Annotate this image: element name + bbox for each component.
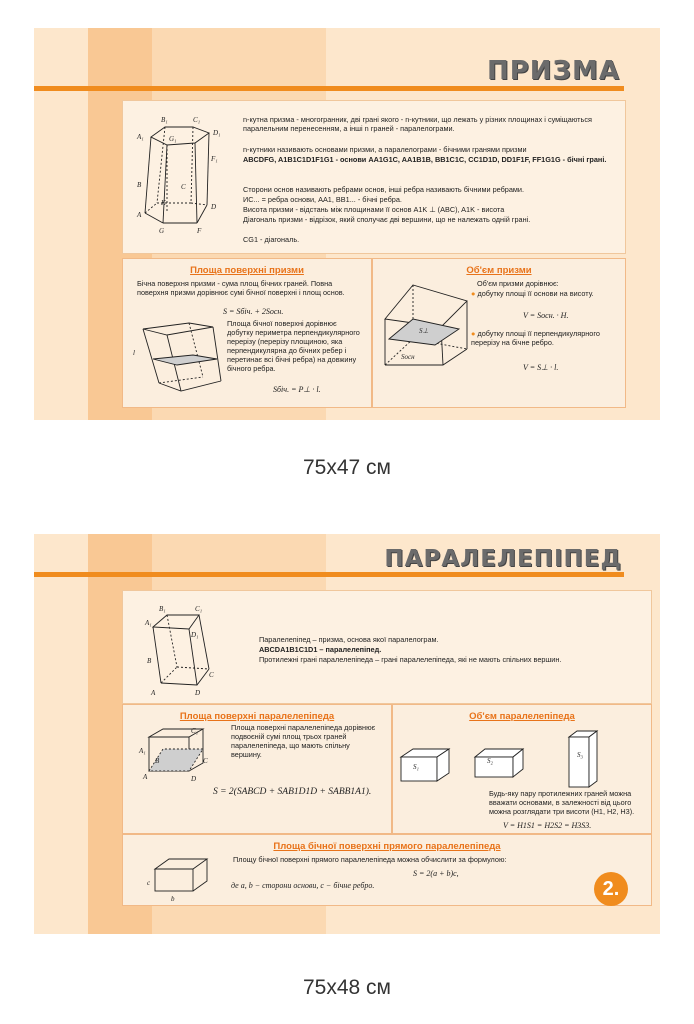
edges-line: Сторони основ називають ребрами основ, інші ребра називають бічними ребрами. (243, 185, 525, 194)
svg-text:A: A (143, 773, 148, 781)
area-formula: S = 2(SABCD + SAB1D1D + SABB1A1). (213, 787, 372, 797)
poster-title: ПАРАЛЕЛЕПІПЕД (384, 546, 622, 572)
diagonal-line: Діагональ призми - відрізок, який сполучає дві вершини, що не належать одній грані. (243, 215, 531, 224)
svg-text:B: B (147, 657, 152, 665)
area-text: Площа поверхні паралелепіпеда дорівнює подвоєній сумі площ трьох граней паралелепіпеда, що мають спільну вершину. (231, 723, 376, 759)
prism-definition: n-кутна призма - многогранник, дві грані якого - n-кутники, що лежать у різних площинах і суміщаються паралельним перенесенням, а інші n граней - паралелограми. (243, 115, 592, 133)
svg-text:D₁: D₁ (213, 129, 221, 137)
area-title: Площа поверхні паралелепіпеда (179, 711, 335, 722)
svg-text:K: K (161, 199, 166, 207)
svg-text:G₁: G₁ (169, 135, 177, 143)
volume-panel (372, 258, 626, 408)
svg-text:C: C (203, 757, 208, 765)
volume-item-1: ● добутку площі її основи на висоту. (471, 289, 594, 298)
svg-text:b: b (171, 895, 175, 903)
lateral-text: Площу бічної поверхні прямого паралелепіпеда можна обчислити за формулою: (233, 855, 507, 864)
definition-panel (122, 100, 626, 254)
svg-text:B: B (137, 181, 142, 189)
area-text-2: Площа бічної поверхні дорівнює добутку периметра перпендикулярного перерізу (перерізу площиною, яка перпендикулярна до бічних ребер і перетинає всі бічні ребра) на довжину бічного ребра. (227, 319, 360, 373)
svg-text:D: D (211, 203, 217, 211)
svg-text:A₁: A₁ (145, 619, 152, 627)
svg-text:Sосн: Sосн (401, 353, 415, 361)
svg-text:S₂: S₂ (487, 757, 493, 765)
poster-title: ПРИЗМА (486, 56, 620, 86)
volume-formula-1: V = Sосн. · H. (523, 311, 569, 320)
svg-text:A₁: A₁ (137, 133, 144, 141)
volume-item-2: ● добутку площі її перпендикулярного перерізу на бічне ребро. (471, 329, 600, 347)
lateral-formula: S = 2(a + b)c, (413, 869, 459, 878)
svg-text:S₃: S₃ (577, 751, 583, 759)
size-label-2: 75x48 см (303, 976, 391, 999)
title-rule (34, 86, 624, 91)
svg-text:F₁: F₁ (211, 155, 218, 163)
bullet-icon: ● (471, 289, 476, 298)
svg-text:S⊥: S⊥ (419, 327, 429, 335)
right-parallelepiped-icon (147, 853, 227, 903)
bases-line: n-кутники називають основами призми, а паралелограми - бічними гранями призми (243, 145, 527, 154)
svg-text:c: c (147, 879, 151, 887)
area-panel (122, 704, 392, 834)
svg-text:C: C (209, 671, 214, 679)
svg-text:B₁: B₁ (161, 116, 168, 124)
svg-text:F: F (197, 227, 202, 235)
svg-text:A₁: A₁ (139, 747, 146, 755)
edges-example: ИС... = ребра основи, AA1, BB1... - бічні ребра. (243, 195, 402, 204)
size-label-1: 75x47 см (303, 456, 391, 479)
poster-number-badge: 2. (594, 872, 628, 906)
lateral-panel (122, 834, 652, 906)
prism-figure-icon (127, 105, 237, 245)
area-formula-2: Sбіч. = P⊥ · l. (273, 385, 321, 394)
notation-line: ABCDFG, A1B1C1D1F1G1 - основи AA1G1C, AA1B1B, BB1C1C, CC1D1D, DD1F1F, FF1G1G - бічні грані. (243, 155, 607, 164)
diagonal-example: CG1 - діагональ. (243, 235, 300, 244)
volume-text: Будь-яку пару протилежних граней можна вважати основами, в залежності від цього можна розглядати три висоти (H1, H2, H3). (489, 789, 635, 816)
svg-text:B: B (155, 757, 160, 765)
svg-text:C₁: C₁ (195, 605, 203, 613)
parallelepiped-poster (34, 534, 660, 934)
svg-text:C₁: C₁ (193, 116, 201, 124)
volume-formula: V = H1S1 = H2S2 = H3S3. (503, 821, 592, 830)
volume-title: Об'єм паралелепіпеда (469, 711, 575, 722)
volume-intro: Об'єм призми дорівнює: (477, 279, 559, 288)
prism-poster (34, 28, 660, 420)
volume-panel (392, 704, 652, 834)
svg-text:A: A (137, 211, 142, 219)
parallelepiped-figure-icon (145, 603, 225, 697)
svg-text:D₁: D₁ (191, 631, 199, 639)
area-formula-1: S = Sбіч. + 2Sосн. (223, 307, 284, 316)
svg-text:D: D (191, 775, 197, 783)
lateral-legend: де a, b − сторони основи, c − бічне ребро. (231, 881, 375, 890)
svg-text:A: A (151, 689, 156, 697)
oblique-prism-icon (133, 321, 227, 401)
area-title: Площа поверхні призми (190, 265, 304, 276)
volume-formula-2: V = S⊥ · l. (523, 363, 559, 372)
area-text-1: Бічна поверхня призми - сума площ бічних граней. Повна поверхня призми дорівнює сумі бічної поверхні і площ основ. (137, 279, 345, 297)
notation-text: ABCDA1B1C1D1 – паралелепіпед. (259, 645, 382, 654)
svg-text:G: G (159, 227, 165, 235)
svg-text:S₁: S₁ (413, 763, 419, 771)
definition-text: Паралелепіпед – призма, основа якої паралелограм. (259, 635, 439, 644)
volume-prism-icon (379, 279, 469, 369)
lateral-title: Площа бічної поверхні прямого паралелепіпеда (273, 841, 501, 852)
volume-title: Об'єм призми (466, 265, 532, 276)
area-panel (122, 258, 372, 408)
parallelepiped-small-icon (137, 727, 207, 787)
height-line: Висота призми - відстань між площинами її основ A1K ⊥ (ABC), A1K - висота (243, 205, 505, 214)
svg-text:C₁: C₁ (191, 727, 199, 735)
title-rule (34, 572, 624, 577)
bullet-icon: ● (471, 329, 476, 338)
opposite-text: Протилежні грані паралелепіпеда – грані паралелепіпеда, які не мають спільних вершин. (259, 655, 562, 664)
definition-panel (122, 590, 652, 704)
svg-text:l: l (133, 349, 135, 357)
svg-text:C: C (181, 183, 186, 191)
three-boxes-icon (397, 727, 647, 797)
svg-text:D: D (195, 689, 201, 697)
svg-text:B₁: B₁ (159, 605, 166, 613)
